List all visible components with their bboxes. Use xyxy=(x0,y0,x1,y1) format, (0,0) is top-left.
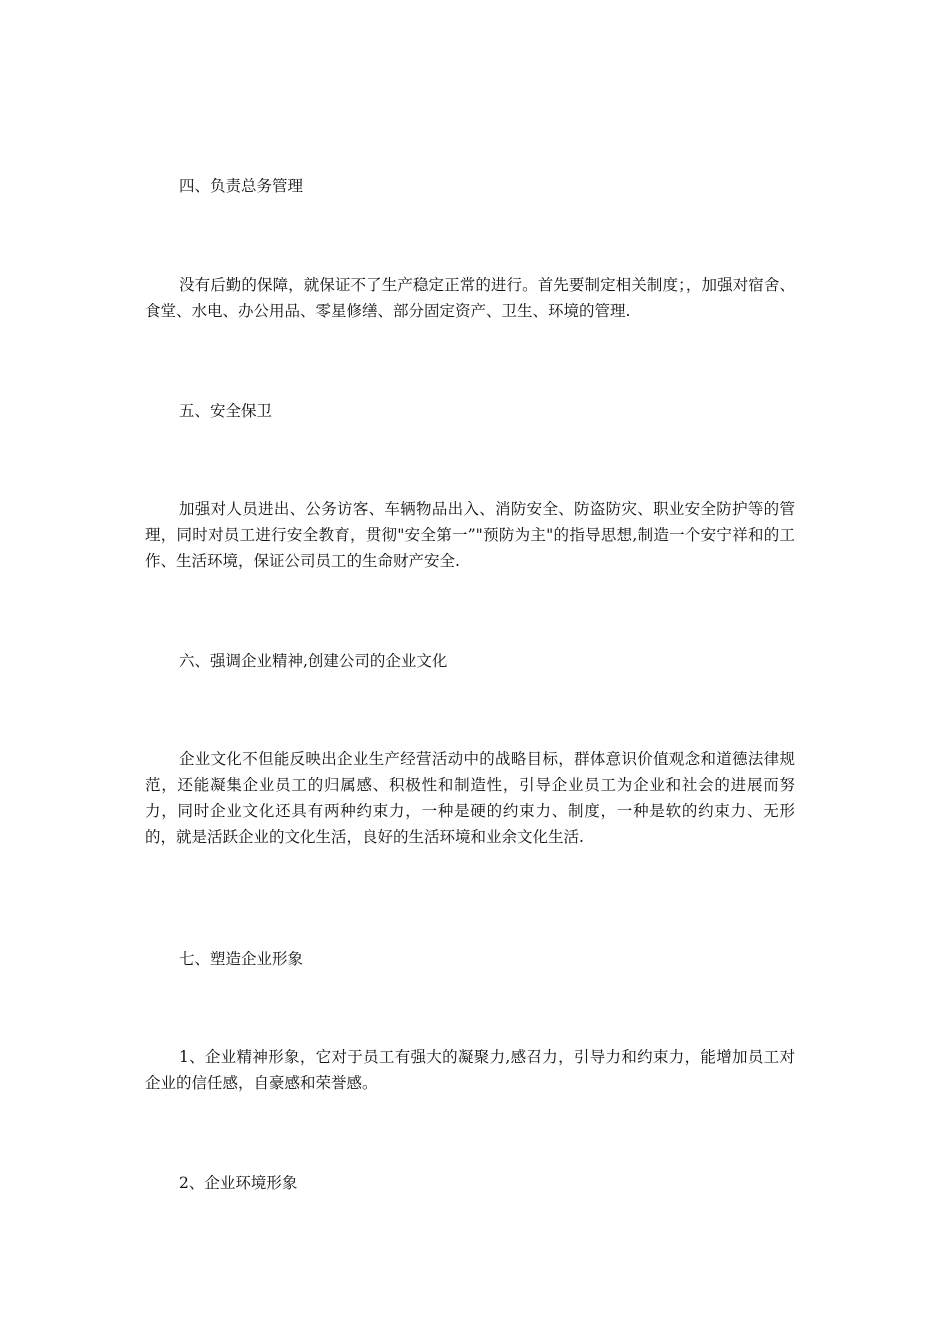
section-subheading-7-item-2: 2、企业环境形象 xyxy=(179,1174,298,1192)
section-paragraph-5: 加强对人员进出、公务访客、车辆物品出入、消防安全、防盗防灾、职业安全防护等的管理，同时对员工进行安全教育，贯彻"安全第一”"预防为主"的指导思想,制造一个安宁祥和的工作、生活环境，保证公司员工的生命财产安全. xyxy=(145,500,795,570)
section-paragraph-7-item-1: 1、企业精神形象，它对于员工有强大的凝聚力,感召力，引导力和约束力，能增加员工对企业的信任感，自豪感和荣誉感。 xyxy=(145,1048,795,1092)
section-heading-7: 七、塑造企业形象 xyxy=(179,950,304,968)
section-heading-5: 五、安全保卫 xyxy=(179,402,273,420)
section-paragraph-6: 企业文化不但能反映出企业生产经营活动中的战略目标，群体意识价值观念和道德法律规范，还能凝集企业员工的归属感、积极性和制造性，引导企业员工为企业和社会的进展而努力，同时企业文化还具有两种约束力，一种是硬的约束力、制度，一种是软的约束力、无形的，就是活跃企业的文化生活，良好的生活环境和业余文化生活. xyxy=(145,750,795,846)
section-heading-6: 六、强调企业精神,创建公司的企业文化 xyxy=(179,652,448,670)
section-heading-4: 四、负责总务管理 xyxy=(179,177,304,195)
section-paragraph-4: 没有后勤的保障，就保证不了生产稳定正常的进行。首先要制定相关制度；，加强对宿舍、食堂、水电、办公用品、零星修缮、部分固定资产、卫生、环境的管理. xyxy=(145,276,795,320)
